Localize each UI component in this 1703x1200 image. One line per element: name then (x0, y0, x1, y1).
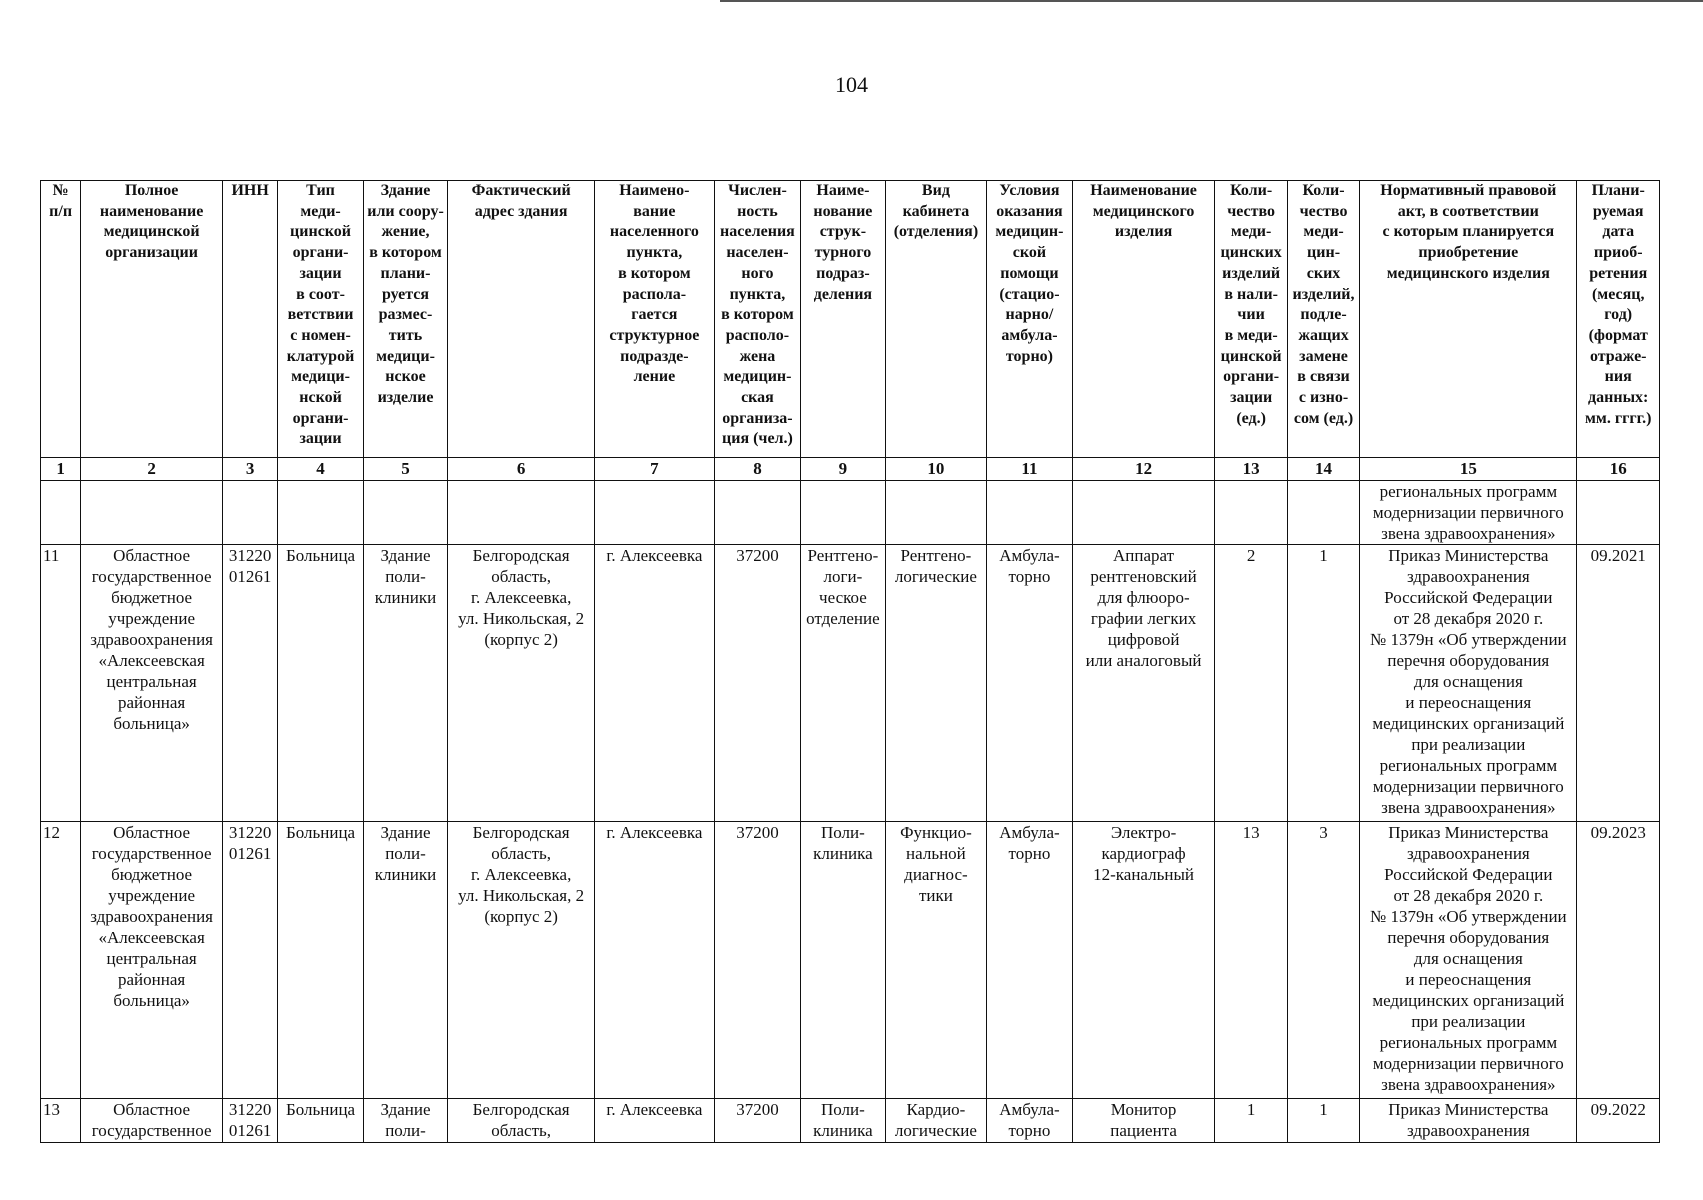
header-cell: Коли- чество меди- цин- ских изделий, подле- жащих замене в связи с изно- сом (ед.) (1287, 181, 1359, 458)
table-cell (1215, 481, 1287, 545)
locality: г. Алексеевка (595, 822, 715, 1099)
quantity-available: 2 (1215, 545, 1287, 822)
care-conditions: Амбула- торно (987, 822, 1072, 1099)
table-cell (987, 481, 1072, 545)
table-row (41, 822, 1660, 1099)
building: Здание поли- (363, 1099, 447, 1143)
header-cell: Наиме- нование струк- турного подраз- деления (801, 181, 885, 458)
inn: 31220 01261 (223, 1099, 278, 1143)
population: 37200 (714, 1099, 800, 1143)
quantity-to-replace: 3 (1287, 822, 1359, 1099)
cabinet-type: Кардио- логические (885, 1099, 987, 1143)
legal-act: Приказ Министерства здравоохранения Российской Федерации от 28 декабря 2020 г. № 1379н «Об утверждении перечня оборудования для оснащения и переоснащения медицинских организаций при реализации региональных программ модернизации первичного звена здравоохранения» (1360, 545, 1577, 822)
table-row (41, 1099, 1660, 1143)
column-number: 14 (1287, 458, 1359, 481)
device-name: Электро- кардиограф 12-канальный (1072, 822, 1215, 1099)
page-number: 104 (835, 72, 868, 97)
organization-type: Больница (278, 822, 363, 1099)
cabinet-type: Функцио- нальной диагнос- тики (885, 822, 987, 1099)
table-cell (363, 481, 447, 545)
column-number: 4 (278, 458, 363, 481)
column-number: 5 (363, 458, 447, 481)
table-cell (223, 481, 278, 545)
population: 37200 (714, 545, 800, 822)
column-number-row (41, 458, 1660, 481)
quantity-available: 1 (1215, 1099, 1287, 1143)
header-cell: Наимено- вание населенного пункта, в котором распола- гается структурное подразде- ление (595, 181, 715, 458)
building: Здание поли- клиники (363, 545, 447, 822)
planned-date: 09.2023 (1577, 822, 1660, 1099)
continuation-row (41, 481, 1660, 545)
header-cell: Фактический адрес здания (448, 181, 595, 458)
header-cell: № п/п (41, 181, 81, 458)
column-number: 9 (801, 458, 885, 481)
care-conditions: Амбула- торно (987, 1099, 1072, 1143)
planned-date: 09.2021 (1577, 545, 1660, 822)
address: Белгородская область, г. Алексеевка, ул. Никольская, 2 (корпус 2) (448, 545, 595, 822)
column-number: 8 (714, 458, 800, 481)
structural-unit: Рентгено- логи- ческое отделение (801, 545, 885, 822)
medical-equipment-table (40, 180, 1660, 1143)
locality: г. Алексеевка (595, 545, 715, 822)
quantity-to-replace: 1 (1287, 545, 1359, 822)
column-number: 13 (1215, 458, 1287, 481)
table-cell (1287, 481, 1359, 545)
header-cell: Здание или соору- жение, в котором плани- руется размес- тить медици- нское изделие (363, 181, 447, 458)
table-cell (714, 481, 800, 545)
header-cell: Тип меди- цинской органи- зации в соот- ветствии с номен- клатурой медици- нской органи- зации (278, 181, 363, 458)
quantity-available: 13 (1215, 822, 1287, 1099)
header-cell: Полное наименование медицинской организации (81, 181, 223, 458)
organization-name: Областное государственное бюджетное учреждение здравоохранения «Алексеевская центральная районная больница» (81, 822, 223, 1099)
continuation-text: региональных программ модернизации первичного звена здравоохранения» (1360, 481, 1577, 545)
header-cell: Плани- руемая дата приоб- ретения (месяц, год) (формат отраже- ния данных: мм. гггг.) (1577, 181, 1660, 458)
row-number: 12 (41, 822, 81, 1099)
device-name: Монитор пациента (1072, 1099, 1215, 1143)
table-cell (801, 481, 885, 545)
organization-name: Областное государственное (81, 1099, 223, 1143)
header-cell: Условия оказания медицин- ской помощи (стацио- нарно/ амбула- торно) (987, 181, 1072, 458)
header-cell: Наименование медицинского изделия (1072, 181, 1215, 458)
column-number: 6 (448, 458, 595, 481)
structural-unit: Поли- клиника (801, 822, 885, 1099)
column-number: 2 (81, 458, 223, 481)
table-cell (595, 481, 715, 545)
column-number: 12 (1072, 458, 1215, 481)
locality: г. Алексеевка (595, 1099, 715, 1143)
table-row (41, 545, 1660, 822)
column-number: 7 (595, 458, 715, 481)
header-cell: Вид кабинета (отделения) (885, 181, 987, 458)
column-number: 15 (1360, 458, 1577, 481)
header-cell: Нормативный правовой акт, в соответствии с которым планируется приобретение медицинского изделия (1360, 181, 1577, 458)
structural-unit: Поли- клиника (801, 1099, 885, 1143)
care-conditions: Амбула- торно (987, 545, 1072, 822)
device-name: Аппарат рентгеновский для флюоро- графии легких цифровой или аналоговый (1072, 545, 1215, 822)
column-number: 10 (885, 458, 987, 481)
top-rule (720, 0, 1703, 2)
quantity-to-replace: 1 (1287, 1099, 1359, 1143)
column-number: 1 (41, 458, 81, 481)
header-cell: Числен- ность населения населен- ного пункта, в котором располо- жена медицин- ская организа- ция (чел.) (714, 181, 800, 458)
population: 37200 (714, 822, 800, 1099)
building: Здание поли- клиники (363, 822, 447, 1099)
row-number: 11 (41, 545, 81, 822)
column-number: 3 (223, 458, 278, 481)
column-number: 16 (1577, 458, 1660, 481)
organization-type: Больница (278, 1099, 363, 1143)
table-cell (278, 481, 363, 545)
header-cell: Коли- чество меди- цинских изделий в нали- чии в меди- цинской органи- зации (ед.) (1215, 181, 1287, 458)
legal-act: Приказ Министерства здравоохранения (1360, 1099, 1577, 1143)
row-number: 13 (41, 1099, 81, 1143)
table-cell (81, 481, 223, 545)
table-cell (885, 481, 987, 545)
address: Белгородская область, г. Алексеевка, ул. Никольская, 2 (корпус 2) (448, 822, 595, 1099)
header-row (41, 181, 1660, 458)
inn: 31220 01261 (223, 545, 278, 822)
planned-date: 09.2022 (1577, 1099, 1660, 1143)
inn: 31220 01261 (223, 822, 278, 1099)
table-cell (448, 481, 595, 545)
table-cell (1072, 481, 1215, 545)
legal-act: Приказ Министерства здравоохранения Российской Федерации от 28 декабря 2020 г. № 1379н «Об утверждении перечня оборудования для оснащения и переоснащения медицинских организаций при реализации региональных программ модернизации первичного звена здравоохранения» (1360, 822, 1577, 1099)
cabinet-type: Рентгено- логические (885, 545, 987, 822)
organization-type: Больница (278, 545, 363, 822)
table-cell (1577, 481, 1660, 545)
organization-name: Областное государственное бюджетное учреждение здравоохранения «Алексеевская центральная районная больница» (81, 545, 223, 822)
header-cell: ИНН (223, 181, 278, 458)
column-number: 11 (987, 458, 1072, 481)
address: Белгородская область, (448, 1099, 595, 1143)
table-cell (41, 481, 81, 545)
